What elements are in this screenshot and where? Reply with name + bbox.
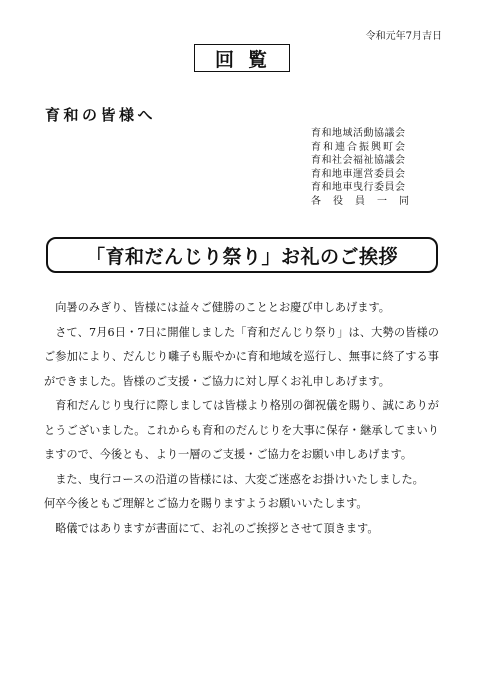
body-paragraph: 育和だんじり曳行に際しましては皆様より格別の御祝儀を賜り、誠にありがとうございました。これからも育和のだんじりを大事に保存・継承してまいりますので、今後とも、より一層のご支援・ご協力をお願い申しあげます。	[44, 399, 439, 461]
addressee: 育和の皆様へ	[45, 106, 157, 124]
body-paragraph: また、曳行コースの沿道の皆様には、大変ご迷惑をお掛けいたしました。	[55, 472, 424, 486]
body-paragraph: さて、7月6日・7日に開催しました「育和だんじり祭り」は、大勢の皆様のご参加により、だんじり囃子も賑やかに育和地域を巡行し、無事に終了する事ができました。皆様のご支援・ご協力に対し厚くお礼申しあげます。	[44, 325, 439, 388]
sender-item: 育和地域活動協議会	[311, 128, 406, 139]
sender-item: 育和地車運営委員会	[311, 168, 406, 180]
document-date: 令和元年7月吉日	[365, 31, 442, 42]
sender-list	[311, 127, 421, 208]
body-paragraph: 略儀ではありますが書面にて、お礼のご挨拶とさせて頂きます。	[55, 521, 379, 535]
body-paragraph: 何卒今後ともご理解とご協力を賜りますようお願いいたします。	[44, 497, 368, 510]
document-title: 「育和だんじり祭り」お礼のご挨拶	[46, 237, 438, 273]
letter-body	[44, 296, 439, 541]
sender-item: 各役員一同	[311, 195, 421, 207]
circular-notice-label: 回覧	[194, 44, 290, 72]
sender-item: 育和連合振興町会	[311, 141, 407, 153]
sender-item: 育和社会福祉協議会	[311, 155, 406, 166]
sender-item: 育和地車曳行委員会	[311, 182, 406, 193]
body-paragraph: 向暑のみぎり、皆様には益々ご健勝のこととお慶び申しあげます。	[55, 301, 390, 314]
